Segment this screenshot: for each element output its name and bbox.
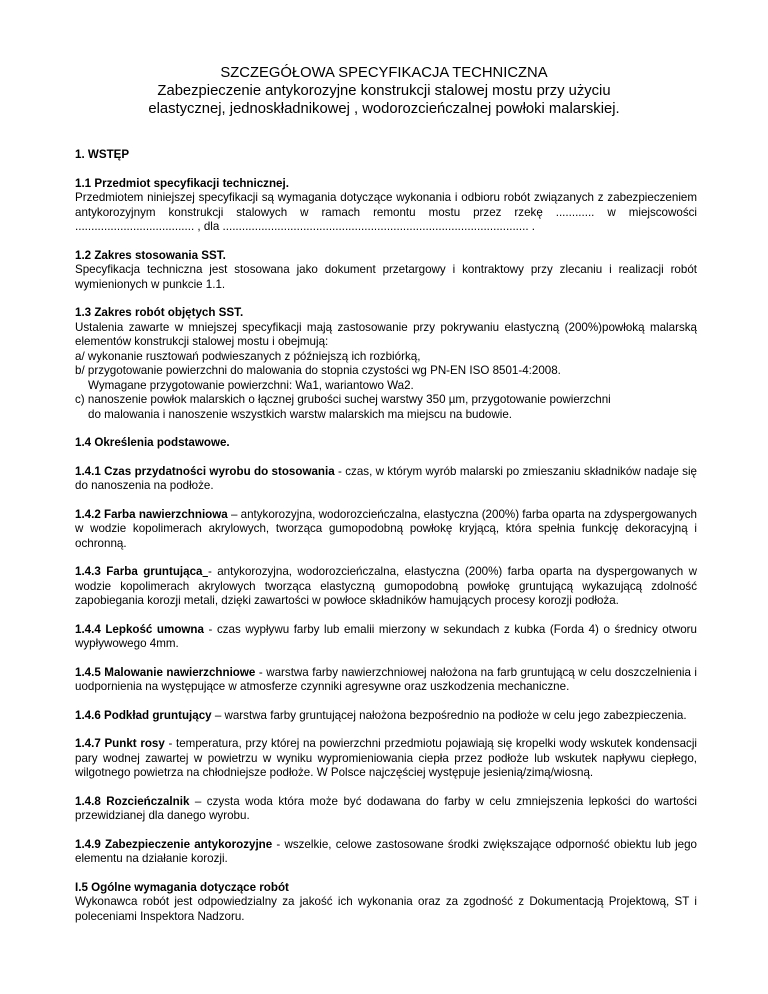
definition-1-4-5-text xyxy=(75,666,697,695)
section-1-3-item-b: b/ przygotowanie powierzchni do malowania do stopnia czystości wg PN-EN ISO 8501-4:2008. xyxy=(75,364,561,377)
definition-1-4-1-term: 1.4.1 Czas przydatności wyrobu do stosowania xyxy=(75,464,335,478)
definition-1-4-1-body: - czas, w którym wyrób malarski po zmieszaniu składników nadaje się do nanoszenia na podłoże. xyxy=(75,464,697,492)
definition-1-4-3-text xyxy=(75,565,697,609)
definition-1-4-5-term: 1.4.5 Malowanie nawierzchniowe xyxy=(75,665,256,679)
section-1-2-text: Specyfikacja techniczna jest stosowana jako dokument przetargowy i kontraktowy przy zlecaniu i realizacji robót wymienionych w punkcie 1.1. xyxy=(75,263,697,291)
definition-1-4-9-text xyxy=(75,838,697,867)
definition-1-4-7-body: - temperatura, przy której na powierzchni przedmiotu pojawiają się kropelki wody wskutek kondensacji pary wodnej zawartej w powietrzu w wyniku wypromieniowania ciepła przez podłoże lub wskutek napływu ciepłego, wilgotnego powietrza na chłodniejsze podłoże. W Polsce najczęściej występuje jesienią/zimą/wiosną. xyxy=(75,737,697,779)
title-line-2: Zabezpieczenie antykorozyjne konstrukcji stalowej mostu przy użyciu xyxy=(157,83,611,99)
definition-1-4-8 xyxy=(75,795,697,824)
section-1-2-heading: 1.2 Zakres stosowania SST. xyxy=(75,248,226,262)
document-title xyxy=(0,64,768,118)
definition-1-4-9-term: 1.4.9 Zabezpieczenie antykorozyjne xyxy=(75,837,273,851)
definition-1-4-8-term: 1.4.8 Rozcieńczalnik xyxy=(75,794,190,808)
definition-1-4-4 xyxy=(75,623,697,652)
section-1-1 xyxy=(75,177,697,235)
definition-1-4-1-text xyxy=(75,465,697,494)
definition-1-4-4-body: - czas wypływu farby lub emalii mierzony w sekundach z kubka (Forda 4) o średnicy otworu wypływowego 4mm. xyxy=(75,622,697,650)
definition-1-4-3 xyxy=(75,565,697,609)
section-1-5 xyxy=(75,881,697,925)
section-1-5-text: Wykonawca robót jest odpowiedzialny za jakość ich wykonania oraz za zgodność z Dokumentacją Projektową, ST i poleceniami Inspektora Nadzoru. xyxy=(75,895,697,923)
definition-1-4-9-body: - wszelkie, celowe zastosowane środki zwiększające odporność obiektu lub jego elementu na działanie korozji. xyxy=(75,837,697,865)
section-1-4 xyxy=(75,436,697,451)
section-1-4-heading: 1.4 Określenia podstawowe. xyxy=(75,436,230,449)
section-1-3-text: Ustalenia zawarte w mniejszej specyfikacji mają zastosowanie przy pokrywaniu elastyczną (200%)powłoką malarską elementów konstrukcji stalowej mostu i obejmują: xyxy=(75,320,697,348)
section-1-3-heading: 1.3 Zakres robót objętych SST. xyxy=(75,306,244,319)
definition-1-4-2-text xyxy=(75,508,697,552)
section-1-heading: 1. WSTĘP xyxy=(75,148,130,161)
definition-1-4-2-body: – antykorozyjna, wodorozcieńczalna, elastyczna (200%) farba oparta na zdyspergowanych w wodzie kopolimerach akrylowych, tworząca gumopodobną powłokę kryjącą, która spełnia funkcję dekoracyjną i ochronną. xyxy=(75,507,697,550)
definition-1-4-5 xyxy=(75,666,697,695)
definition-1-4-6-body: – warstwa farby gruntującej nałożona bezpośrednio na podłoże w celu jego zabezpieczenia. xyxy=(211,708,687,722)
definition-1-4-9 xyxy=(75,838,697,867)
definition-1-4-2-term: 1.4.2 Farba nawierzchniowa xyxy=(75,507,228,521)
definition-1-4-5-body: - warstwa farby nawierzchniowej nałożona na farb gruntującą w celu doszczelnienia i uodpornienia na występujące w atmosferze czynniki agresywne oraz uszkodzenia mechaniczne. xyxy=(75,665,697,693)
definition-1-4-3-body: - antykorozyjna, wodorozcieńczalna, elastyczna (200%) farba oparta na dyspergowanych w wodzie kopolimerach akrylowych tworząca elastyczną gumopodobną powłokę gruntującą wykazującą zdolność zapobiegania korozji metali, dzięki zawartości w powłoce składników hamujących procesy korozji podłoża. xyxy=(75,565,697,607)
definition-1-4-3-term: 1.4.3 Farba gruntująca xyxy=(75,565,203,578)
definition-1-4-6-text xyxy=(75,709,697,724)
section-1-3-item-a: a/ wykonanie rusztowań podwieszanych z późniejszą ich rozbiórką, xyxy=(75,349,421,363)
section-1-3-item-c-detail: do malowania i nanoszenie wszystkich warstw malarskich ma miejscu na budowie. xyxy=(88,407,512,421)
title-line-1: SZCZEGÓŁOWA SPECYFIKACJA TECHNICZNA xyxy=(220,65,548,81)
section-1-5-heading: I.5 Ogólne wymagania dotyczące robót xyxy=(75,880,289,894)
definition-1-4-6-term: 1.4.6 Podkład gruntujący xyxy=(75,708,212,722)
definition-1-4-4-text xyxy=(75,623,697,652)
definition-1-4-6 xyxy=(75,709,697,724)
section-1-3 xyxy=(75,306,697,422)
section-1-1-heading: 1.1 Przedmiot specyfikacji technicznej. xyxy=(75,176,289,190)
section-1 xyxy=(75,148,697,163)
section-1-1-text: Przedmiotem niniejszej specyfikacji są wymagania dotyczące wykonania i odbioru robót związanych z zabezpieczeniem antykorozyjnym konstrukcji stalowych w ramach remontu mostu przez rzekę ............ w miejscowości ..................................... , dla ............................................................................................... . xyxy=(75,191,697,233)
definition-1-4-4-term: 1.4.4 Lepkość umowna xyxy=(75,622,204,636)
definition-1-4-2 xyxy=(75,508,697,552)
definition-1-4-7-term: 1.4.7 Punkt rosy xyxy=(75,737,165,750)
title-line-3: elastycznej, jednoskładnikowej , wodorozcieńczalnej powłoki malarskiej. xyxy=(148,101,620,117)
definition-1-4-8-text xyxy=(75,795,697,824)
definition-1-4-1 xyxy=(75,465,697,494)
section-1-2 xyxy=(75,249,697,293)
definition-1-4-7 xyxy=(75,737,697,781)
section-1-3-item-b-detail: Wymagane przygotowanie powierzchni: Wa1, wariantowo Wa2. xyxy=(88,378,414,392)
section-1-3-item-c: c) nanoszenie powłok malarskich o łącznej grubości suchej warstwy 350 µm, przygotowanie powierzchni xyxy=(75,393,611,406)
document-body xyxy=(75,148,697,938)
definition-1-4-8-body: – czysta woda która może być dodawana do farby w celu zmniejszenia lepkości do wartości przewidzianej dla danego wyrobu. xyxy=(75,794,698,822)
definition-1-4-7-text xyxy=(75,737,697,781)
